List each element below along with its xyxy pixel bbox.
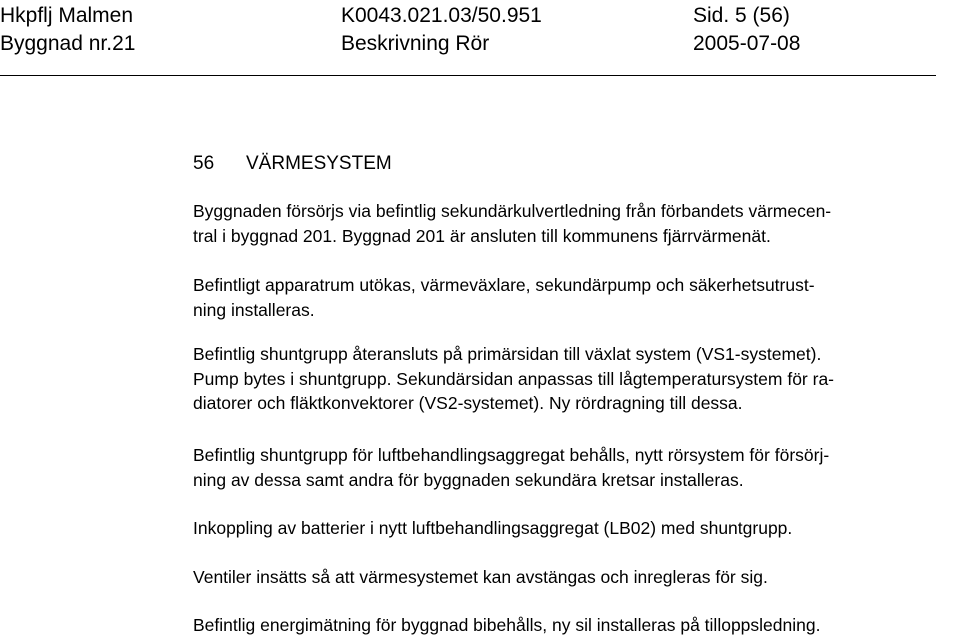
- section-title: VÄRMESYSTEM: [246, 153, 392, 174]
- header-divider: [0, 75, 936, 76]
- header-page-number: Sid. 5 (56): [693, 4, 790, 27]
- paragraph-1: [193, 199, 933, 248]
- paragraph-6: [193, 565, 933, 590]
- paragraph-2: [193, 273, 933, 322]
- section-number: 56: [193, 153, 215, 174]
- paragraph-line: Befintlig energimätning för byggnad bibehålls, ny sil installeras på tilloppsledning.: [193, 615, 821, 635]
- paragraph-line: Ventiler insätts så att värmesystemet kan avstängas och inregleras för sig.: [193, 567, 768, 587]
- paragraph-line: tral i byggnad 201. Byggnad 201 är ansluten till kommunens fjärrvärmenät.: [193, 225, 771, 246]
- header-date: 2005-07-08: [693, 32, 801, 55]
- paragraph-line: diatorer och fläktkonvektorer (VS2-systemet). Ny rördragning till dessa.: [193, 393, 743, 413]
- paragraph-line: ning installeras.: [193, 299, 315, 320]
- section-heading: [193, 151, 392, 177]
- paragraph-line: Byggnaden försörjs via befintlig sekundärkulvertledning från förbandets värmecen-: [193, 201, 832, 221]
- paragraph-3: [193, 342, 933, 416]
- header-building-number: Byggnad nr.21: [0, 32, 136, 55]
- paragraph-line: Befintlig shuntgrupp för luftbehandlingsaggregat behålls, nytt rörsystem för försörj-: [193, 445, 830, 465]
- paragraph-line: Inkoppling av batterier i nytt luftbehandlingsaggregat (LB02) med shuntgrupp.: [193, 518, 793, 538]
- header-row-1: [0, 2, 960, 30]
- paragraph-7: [193, 613, 933, 638]
- paragraph-line: Befintlig shuntgrupp återansluts på primärsidan till växlat system (VS1-systemet).: [193, 344, 822, 364]
- header-project-name: Hkpflj Malmen: [0, 4, 134, 27]
- paragraph-line: Befintligt apparatrum utökas, värmeväxlare, sekundärpump och säkerhetsutrust-: [193, 275, 815, 295]
- paragraph-5: [193, 516, 933, 541]
- header-document-title: Beskrivning Rör: [341, 32, 490, 55]
- paragraph-4: [193, 443, 933, 492]
- page-header: [0, 0, 960, 78]
- paragraph-line: ning av dessa samt andra för byggnaden sekundära kretsar installeras.: [193, 469, 744, 490]
- header-document-number: K0043.021.03/50.951: [341, 4, 542, 27]
- header-row-2: [0, 30, 960, 58]
- paragraph-line: Pump bytes i shuntgrupp. Sekundärsidan anpassas till lågtemperatursystem för ra-: [193, 368, 835, 389]
